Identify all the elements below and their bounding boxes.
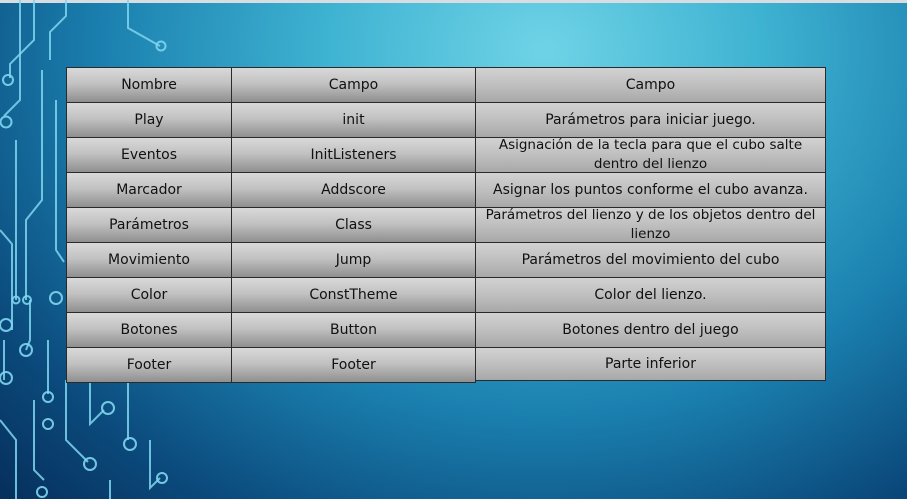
table-cell: Color del lienzo. bbox=[475, 277, 826, 313]
table-cell: Eventos bbox=[66, 137, 232, 173]
table-cell: Parte inferior bbox=[475, 347, 826, 381]
table-cell: Addscore bbox=[231, 172, 476, 208]
table-cell: Class bbox=[231, 207, 476, 243]
table-cell: Marcador bbox=[66, 172, 232, 208]
table-cell: Movimiento bbox=[66, 242, 232, 278]
table-cell: Parámetros del movimiento del cubo bbox=[475, 242, 826, 278]
table-cell: Asignar los puntos conforme el cubo avanza. bbox=[475, 172, 826, 208]
table-cell: Botones bbox=[66, 312, 232, 348]
table-cell: Button bbox=[231, 312, 476, 348]
header-cell: Campo bbox=[475, 67, 826, 103]
table-cell: InitListeners bbox=[231, 137, 476, 173]
table-cell: init bbox=[231, 102, 476, 138]
table-cell: Parámetros bbox=[66, 207, 232, 243]
table-cell: Asignación de la tecla para que el cubo salte dentro del lienzo bbox=[475, 137, 826, 173]
table-cell: Footer bbox=[231, 347, 476, 383]
header-cell: Nombre bbox=[66, 67, 232, 103]
table-cell: Jump bbox=[231, 242, 476, 278]
table-cell: Play bbox=[66, 102, 232, 138]
table-cell: Botones dentro del juego bbox=[475, 312, 826, 348]
table-cell: Parámetros para iniciar juego. bbox=[475, 102, 826, 138]
table-cell: Parámetros del lienzo y de los objetos dentro del lienzo bbox=[475, 207, 826, 243]
table-cell: Color bbox=[66, 277, 232, 313]
header-cell: Campo bbox=[231, 67, 476, 103]
table-cell: ConstTheme bbox=[231, 277, 476, 313]
table-cell: Footer bbox=[66, 347, 232, 383]
